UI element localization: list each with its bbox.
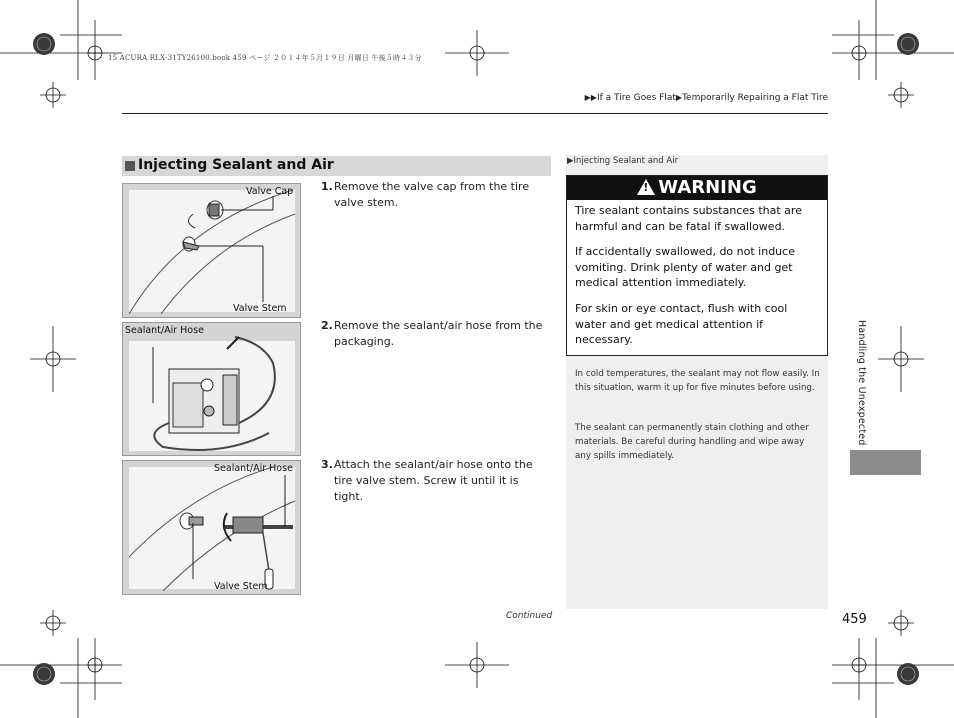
header-rule (122, 113, 828, 114)
continued-label: Continued (506, 611, 553, 621)
note-stain: The sealant can permanently stain clothing and other materials. Be careful during handling and wipe away any spills immediately. (575, 423, 809, 461)
warning-triangle-icon (637, 179, 655, 195)
side-tab-marker (850, 450, 921, 475)
step-number: 1. (321, 180, 333, 193)
sealant-kit-illustration (123, 323, 301, 456)
step-2 (321, 318, 551, 350)
warning-header (567, 176, 827, 200)
section-title: Injecting Sealant and Air (138, 157, 334, 173)
sidebar-ref-title: Injecting Sealant and Air (573, 156, 679, 166)
valve-cap-illustration (123, 184, 301, 318)
step-text: Remove the valve cap from the tire valve stem. (334, 180, 530, 209)
step-number: 3. (321, 458, 333, 471)
warning-paragraph: Tire sealant contains substances that are harmful and can be fatal if swallowed. (575, 204, 802, 233)
double-arrow-icon: ▶▶ (584, 93, 597, 102)
step-1 (321, 179, 551, 211)
step-3 (321, 457, 551, 505)
note-cold-temperature: In cold temperatures, the sealant may not flow easily. In this situation, warm it up for five minutes before using. (575, 369, 820, 393)
label-sealant-air-hose-2: Sealant/Air Hose (214, 463, 293, 474)
section-heading (122, 156, 551, 176)
warning-heading: WARNING (658, 177, 757, 198)
figure-attach-hose (122, 460, 301, 595)
warning-box (566, 175, 828, 356)
page-number: 459 (842, 612, 867, 627)
label-sealant-air-hose: Sealant/Air Hose (125, 325, 204, 336)
figure-valve-cap (122, 183, 301, 318)
square-bullet-icon (125, 161, 135, 171)
label-valve-stem-2: Valve Stem (214, 581, 268, 592)
arrow-icon: ▶ (675, 93, 683, 102)
ref-arrow-icon: ▶ (567, 156, 574, 166)
warning-paragraph: If accidentally swallowed, do not induce vomiting. Drink plenty of water and get medical attention immediately. (575, 245, 795, 289)
label-valve-cap: Valve Cap (246, 186, 294, 197)
print-header: 15 ACURA RLX-31TY26100.book 459 ページ ２０１４年５月１９日 月曜日 午後５時４３分 (108, 54, 422, 62)
breadcrumb-level2: Temporarily Repairing a Flat Tire (682, 93, 828, 103)
step-text: Attach the sealant/air hose onto the tire valve stem. Screw it until it is tight. (334, 458, 533, 503)
step-number: 2. (321, 319, 333, 332)
sidebar-ref (567, 156, 678, 166)
breadcrumb-level1: If a Tire Goes Flat (596, 93, 676, 103)
attach-hose-illustration (123, 461, 301, 595)
breadcrumb (585, 93, 828, 103)
label-valve-stem: Valve Stem (233, 303, 287, 314)
side-tab-label: Handling the Unexpected (856, 320, 867, 446)
warning-paragraph: For skin or eye contact, flush with cool water and get medical attention if necessary. (575, 302, 788, 346)
figure-sealant-hose (122, 322, 301, 456)
step-text: Remove the sealant/air hose from the packaging. (334, 319, 543, 348)
